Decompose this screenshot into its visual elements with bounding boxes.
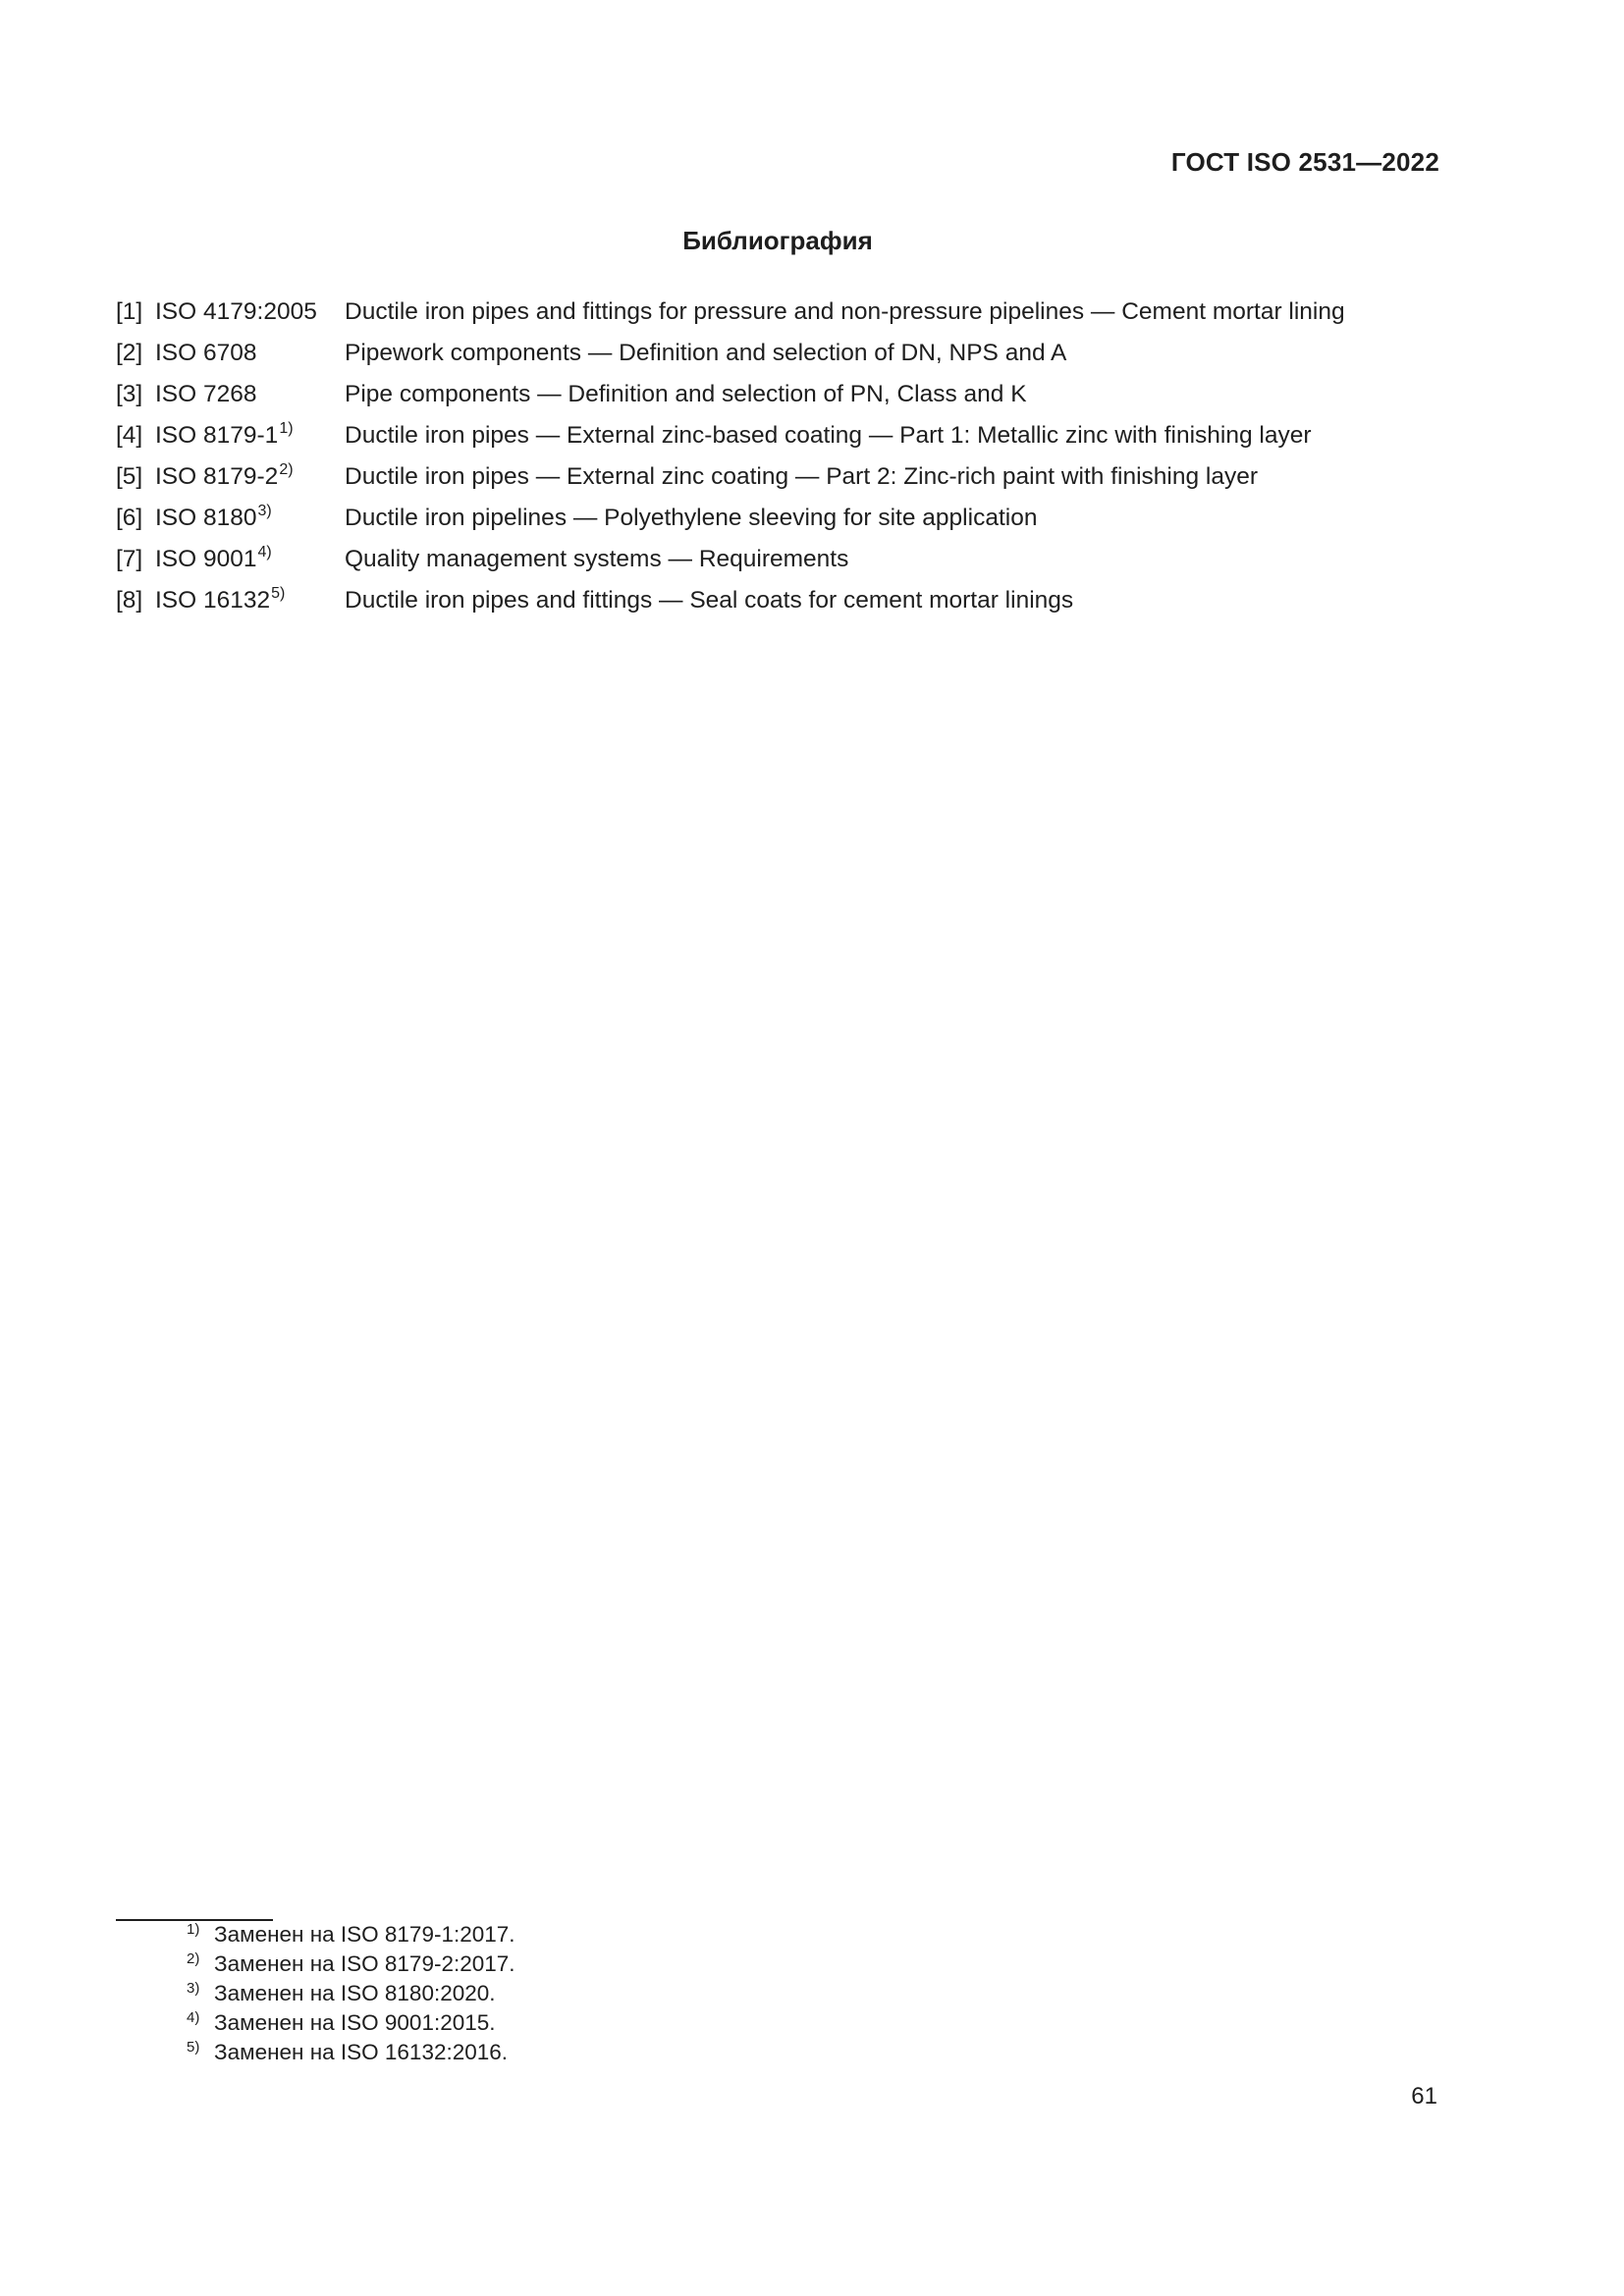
footnote-mark: 5) <box>187 2039 200 2056</box>
entry-standard-code: ISO 9001$^{4)}$ <box>155 544 272 572</box>
footnote-mark: 3) <box>187 1980 200 1997</box>
footnote-text: Заменен на ISO 9001:2015. <box>214 2010 496 2035</box>
bibliography-entry <box>116 505 1345 546</box>
footnote <box>187 1922 515 1951</box>
bibliography-entry <box>116 340 1345 381</box>
entry-number: [6] <box>116 505 143 531</box>
footnote <box>187 1981 515 2010</box>
footnote-mark: 2) <box>187 1950 200 1967</box>
footnote-reference: 2) <box>279 461 294 478</box>
footnote <box>187 2040 515 2069</box>
standard-code: ГОСТ ISO 2531—2022 <box>1170 147 1439 177</box>
footnote-reference: 1) <box>279 420 294 437</box>
bibliography-entry <box>116 463 1345 505</box>
entry-number: [2] <box>116 340 143 366</box>
entry-standard-code: ISO 4179:2005 <box>155 298 317 325</box>
entry-title: Quality management systems — Requirements <box>345 546 849 572</box>
footnote-mark: 4) <box>187 2009 200 2026</box>
footnotes-list <box>187 1922 515 2069</box>
entry-title: Pipe components — Definition and selection of PN, Class and K <box>345 381 1027 407</box>
entry-number: [7] <box>116 546 143 572</box>
footnote <box>187 2010 515 2040</box>
entry-title: Pipework components — Definition and selection of DN, NPS and A <box>345 340 1067 366</box>
bibliography-entry <box>116 546 1345 587</box>
page-number: 61 <box>1411 2083 1437 2109</box>
entry-title: Ductile iron pipes — External zinc-based coating — Part 1: Metallic zinc with finishing layer <box>345 422 1312 449</box>
footnote-mark: 1) <box>187 1921 200 1938</box>
bibliography-entry <box>116 587 1345 628</box>
entry-number: [5] <box>116 463 143 490</box>
entry-standard-code: ISO 8179-2$^{2)}$ <box>155 461 294 490</box>
bibliography-entry <box>116 422 1345 463</box>
footnote-reference: 5) <box>271 585 286 602</box>
entry-title: Ductile iron pipes and fittings — Seal coats for cement mortar linings <box>345 587 1074 614</box>
footnote-text: Заменен на ISO 8180:2020. <box>214 1981 496 2005</box>
entry-standard-code: ISO 16132$^{5)}$ <box>155 585 286 614</box>
entry-standard-code: ISO 8180$^{3)}$ <box>155 503 272 531</box>
entry-title: Ductile iron pipelines — Polyethylene sleeving for site application <box>345 505 1038 531</box>
entry-number: [1] <box>116 298 143 325</box>
entry-number: [4] <box>116 422 143 449</box>
footnote-text: Заменен на ISO 16132:2016. <box>214 2040 509 2064</box>
entry-number: [3] <box>116 381 143 407</box>
footnote-reference: 4) <box>257 544 272 561</box>
bibliography-entry <box>116 381 1345 422</box>
entry-standard-code: ISO 6708 <box>155 340 257 366</box>
bibliography-list <box>116 298 1345 628</box>
footnote-reference: 3) <box>257 503 272 519</box>
entry-title: Ductile iron pipes and fittings for pressure and non-pressure pipelines — Cement mortar lining <box>345 298 1345 325</box>
bibliography-entry <box>116 298 1345 340</box>
footnote-text: Заменен на ISO 8179-2:2017. <box>214 1951 515 1976</box>
entry-title: Ductile iron pipes — External zinc coating — Part 2: Zinc-rich paint with finishing layer <box>345 463 1259 490</box>
footnote <box>187 1951 515 1981</box>
entry-standard-code: ISO 7268 <box>155 381 257 407</box>
entry-standard-code: ISO 8179-1$^{1)}$ <box>155 420 294 449</box>
entry-number: [8] <box>116 587 143 614</box>
section-title: Библиография <box>682 226 873 255</box>
footnote-text: Заменен на ISO 8179-1:2017. <box>214 1922 515 1947</box>
